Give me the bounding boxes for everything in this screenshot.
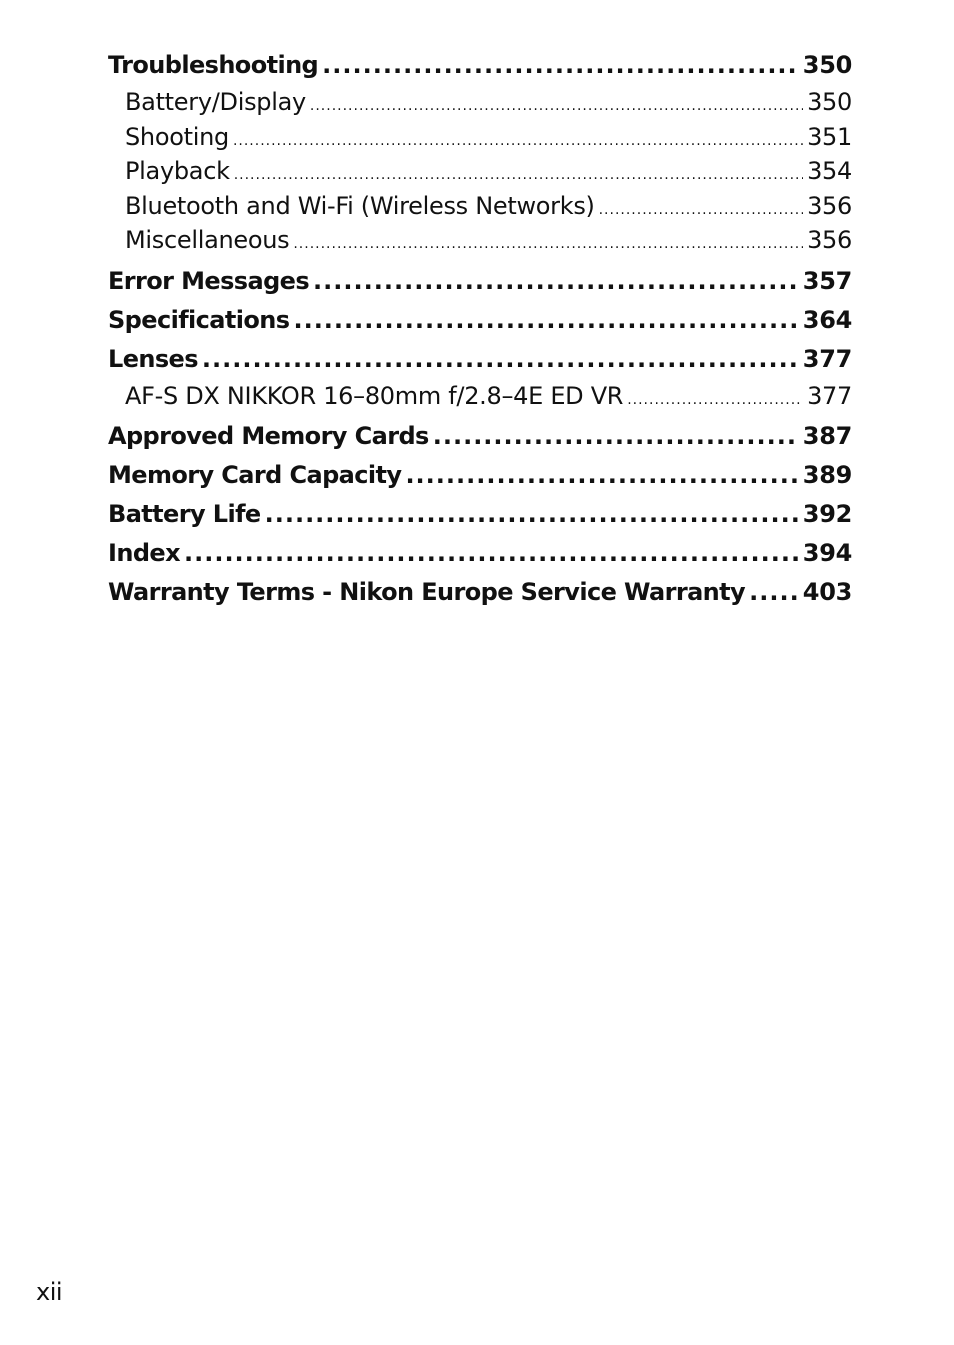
dot-leader xyxy=(234,158,803,193)
dot-leader xyxy=(310,89,803,124)
toc-entry-title: Error Messages xyxy=(108,266,310,295)
dot-leader xyxy=(749,573,799,612)
toc-entry-title: Lenses xyxy=(108,344,198,373)
toc-entry-title: Battery/Display xyxy=(125,88,306,116)
toc-entry-specifications[interactable] xyxy=(108,301,852,340)
toc-entry-title: Troubleshooting xyxy=(108,51,319,79)
toc-entry-title: Memory Card Capacity xyxy=(108,461,402,489)
dot-leader xyxy=(265,495,799,534)
toc-entry-troubleshooting[interactable] xyxy=(108,46,852,85)
dot-leader xyxy=(433,417,799,456)
toc-entry-page: 389 xyxy=(802,461,852,489)
toc-entry-page: 350 xyxy=(802,51,852,79)
dot-leader xyxy=(202,340,799,379)
dot-leader xyxy=(322,46,799,85)
toc-entry-page: 377 xyxy=(807,381,852,410)
toc-entry-title: Miscellaneous xyxy=(125,226,290,254)
toc-entry-title: Approved Memory Cards xyxy=(108,422,429,450)
toc-entry-bluetooth-wifi[interactable] xyxy=(108,189,852,224)
toc-entry-battery-life[interactable] xyxy=(108,495,852,534)
toc-entry-page: 356 xyxy=(807,226,852,254)
toc-entry-page: 357 xyxy=(802,266,852,295)
toc-entry-title: Index xyxy=(108,539,180,567)
toc-entry-page: 377 xyxy=(802,344,852,373)
toc-entry-title: Shooting xyxy=(125,122,229,151)
toc-entry-page: 403 xyxy=(802,578,852,606)
toc-entry-shooting[interactable] xyxy=(108,120,852,155)
toc-entry-playback[interactable] xyxy=(108,154,852,189)
toc-entry-page: 356 xyxy=(807,191,852,220)
toc-entry-page: 394 xyxy=(802,539,852,567)
dot-leader xyxy=(293,301,798,340)
toc-entry-miscellaneous[interactable] xyxy=(108,223,852,258)
toc-entry-page: 354 xyxy=(807,157,852,185)
toc-entry-page: 351 xyxy=(807,122,852,151)
toc-entry-title: Specifications xyxy=(108,305,290,334)
table-of-contents xyxy=(108,46,852,612)
dot-leader xyxy=(405,456,798,495)
toc-entry-title: Playback xyxy=(125,157,230,185)
dot-leader xyxy=(293,227,803,262)
page-number: xii xyxy=(36,1278,63,1306)
dot-leader xyxy=(599,193,803,228)
toc-entry-warranty-terms[interactable] xyxy=(108,573,852,612)
toc-entry-title: Warranty Terms - Nikon Europe Service Warranty xyxy=(108,578,746,606)
toc-entry-approved-memory-cards[interactable] xyxy=(108,417,852,456)
toc-entry-page: 392 xyxy=(802,500,852,528)
toc-entry-page: 364 xyxy=(802,305,852,334)
dot-leader xyxy=(313,262,799,301)
toc-entry-battery-display[interactable] xyxy=(108,85,852,120)
toc-entry-memory-card-capacity[interactable] xyxy=(108,456,852,495)
toc-entry-af-s-dx-nikkor[interactable] xyxy=(108,379,852,414)
toc-entry-title: Battery Life xyxy=(108,500,261,528)
toc-entry-title: AF-S DX NIKKOR 16–80mm f/2.8–4E ED VR xyxy=(125,381,624,410)
dot-leader xyxy=(627,383,803,418)
toc-entry-page: 387 xyxy=(802,422,852,450)
toc-entry-lenses[interactable] xyxy=(108,340,852,379)
toc-entry-page: 350 xyxy=(807,88,852,116)
toc-entry-title: Bluetooth and Wi-Fi (Wireless Networks) xyxy=(125,191,595,220)
toc-entry-error-messages[interactable] xyxy=(108,262,852,301)
dot-leader xyxy=(233,124,803,159)
dot-leader xyxy=(184,534,799,573)
toc-entry-index[interactable] xyxy=(108,534,852,573)
